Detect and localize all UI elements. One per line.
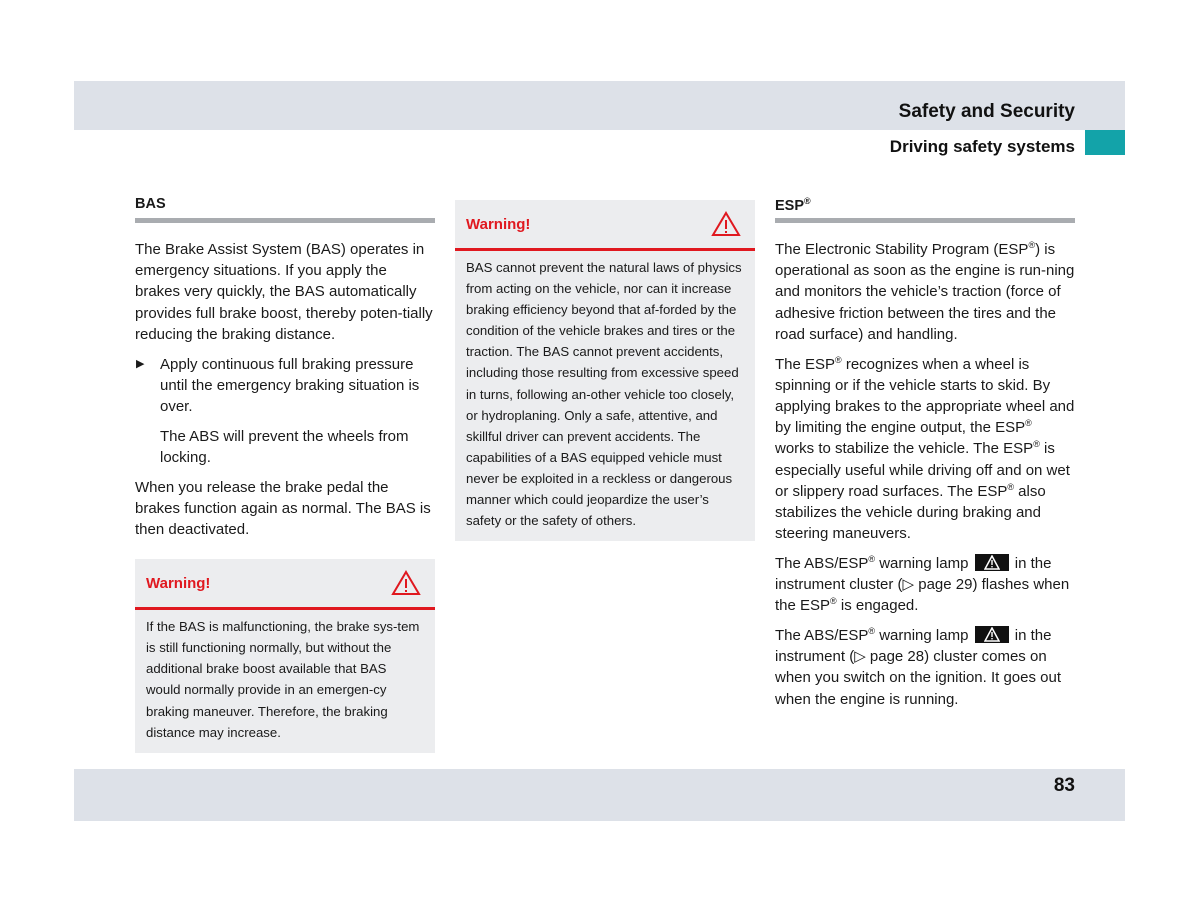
warning-triangle-icon [391,570,421,596]
section-title: Safety and Security [898,101,1075,122]
footer-band [74,769,1125,821]
left-column [135,196,435,753]
esp-lamp-flash-paragraph: The ABS/ESP® warning lamp in the instrument cluster (▷ page 29) flashes when the ESP® is engaged. [775,553,1070,615]
esp-function-paragraph: The ESP® recognizes when a wheel is spinning or if the vehicle starts to skid. By applying brakes to the appropriate wheel and by limiting the engine output, the ESP® works to stabilize the vehicle. The ESP® is especially useful while driving off and on wet or slippery road surfaces. The ESP® also stabilizes the vehicle during braking and steering maneuvers. [775,354,1075,543]
middle-column [455,200,755,541]
bas-intro-paragraph: The Brake Assist System (BAS) operates in emergency situations. If you apply the brakes very quickly, the BAS automatically provides full brake boost, thereby poten-tially reducing the braking distance. [135,241,433,343]
bas-malfunction-warning [135,559,435,753]
warning-label: Warning! [466,216,531,233]
bas-instruction-bullet [135,354,435,418]
warning-header [455,200,755,251]
subsection-title: Driving safety systems [889,137,1075,156]
page-number: 83 [1053,775,1075,796]
esp-heading-text: ESP [775,197,805,214]
esp-heading [775,196,1075,223]
bas-limits-warning [455,200,755,541]
warning-label: Warning! [146,575,211,593]
warning-text: BAS cannot prevent the natural laws of physics from acting on the vehicle, nor can it increase braking efficiency beyond that af-forded by the condition of the vehicle brakes and tires or the traction. The BAS cannot prevent accidents, including those resulting from excessive speed in turns, following an-other vehicle too closely, or hydroplaning. Only a safe, attentive, and skillful driver can prevent accidents. The capabilities of a BAS equipped vehicle must never be exploited in a reckless or dangerous manner which could jeopardize the user’s safety or the safety of others. [466,260,742,529]
esp-intro-paragraph: The Electronic Stability Program (ESP®) is operational as soon as the engine is run-ning and monitors the vehicle’s traction (force of adhesive friction between the tires and the road surface) and handling. [775,240,1075,343]
warning-header [135,559,435,610]
warning-triangle-icon [711,211,741,237]
bullet-arrow-icon: ▶ [136,357,145,370]
bas-heading: BAS [135,196,435,223]
section-tab-marker [1085,130,1125,155]
warning-text: If the BAS is malfunctioning, the brake sys-tem is still functioning normally, but without the additional brake boost available that BAS would normally provide in an emergen-cy braking maneuver. Therefore, the braking distance may increase. [146,619,420,740]
bullet-text: Apply continuous full braking pressure until the emergency braking situation is over. [160,355,420,415]
esp-warning-lamp-icon [975,554,1009,571]
bas-release-paragraph: When you release the brake pedal the brakes function again as normal. The BAS is then deactivated. [135,478,431,538]
right-column [775,196,1075,718]
registered-mark: ® [804,196,811,206]
esp-warning-lamp-icon [975,626,1009,643]
abs-note: The ABS will prevent the wheels from locking. [160,427,409,466]
esp-lamp-ignition-paragraph: The ABS/ESP® warning lamp in the instrument (▷ page 28) cluster comes on when you switch on the ignition. It goes out when the engine is running. [775,625,1062,708]
